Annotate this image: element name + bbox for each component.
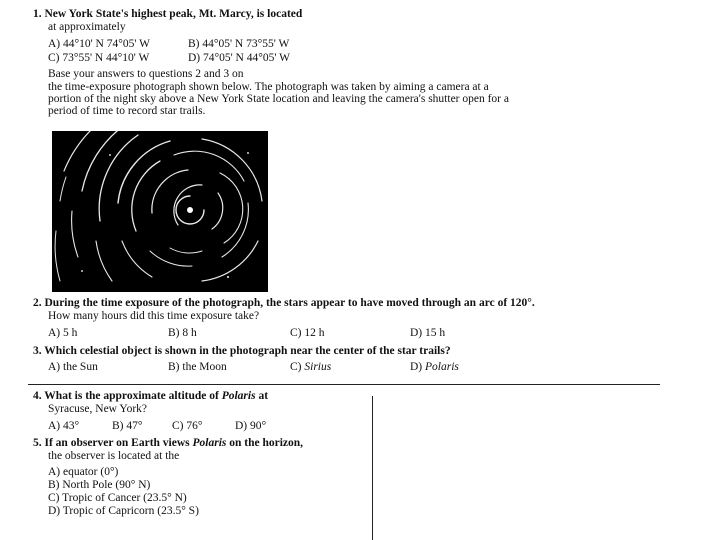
q1-option-c: C) 73°55' N 44°10' W xyxy=(48,52,150,64)
intro-text-3: portion of the night sky above a New York State location and leaving the camera's shutter open for a xyxy=(48,93,509,105)
q4-option-c: C) 76° xyxy=(172,420,203,432)
star-trails-photograph xyxy=(52,131,268,292)
q1-option-a: A) 44°10' N 74°05' W xyxy=(48,38,150,50)
q4-option-d: D) 90° xyxy=(235,420,267,432)
intro-text-1: Base your answers to questions 2 and 3 on xyxy=(48,68,244,80)
question-1-text-cont: at approximately xyxy=(48,21,126,33)
q1-option-b: B) 44°05' N 73°55' W xyxy=(188,38,290,50)
star-trails-image xyxy=(52,131,268,292)
question-2-text-cont: How many hours did this time exposure take? xyxy=(48,310,260,322)
q3-option-b: B) the Moon xyxy=(168,361,227,373)
q5-option-b: B) North Pole (90° N) xyxy=(48,479,151,491)
q3-option-c: C) Sirius xyxy=(290,361,332,373)
question-4-text: 4. What is the approximate altitude of Polaris at xyxy=(33,390,269,402)
q5-option-c: C) Tropic of Cancer (23.5° N) xyxy=(48,492,187,504)
q1-option-d: D) 74°05' N 44°05' W xyxy=(188,52,290,64)
question-5-text: 5. If an observer on Earth views Polaris on the horizon, xyxy=(33,437,304,449)
question-3-text: 3. Which celestial object is shown in the photograph near the center of the star trails? xyxy=(33,345,451,357)
q2-option-d: D) 15 h xyxy=(410,327,446,339)
horizontal-divider xyxy=(28,384,660,385)
q2-option-c: C) 12 h xyxy=(290,327,325,339)
vertical-divider xyxy=(372,396,373,540)
q5-option-a: A) equator (0°) xyxy=(48,466,119,478)
q3-option-d: D) Polaris xyxy=(410,361,459,373)
q5-option-d: D) Tropic of Capricorn (23.5° S) xyxy=(48,505,199,517)
intro-text-2: the time-exposure photograph shown below. The photograph was taken by aiming a camera at a xyxy=(48,81,489,93)
q3-option-d-italic: Polaris xyxy=(425,361,459,373)
q3-option-c-italic: Sirius xyxy=(304,361,332,373)
intro-text-4: period of time to record star trails. xyxy=(48,105,206,117)
q2-option-a: A) 5 h xyxy=(48,327,78,339)
q2-option-b: B) 8 h xyxy=(168,327,197,339)
question-4-text-cont: Syracuse, New York? xyxy=(48,403,148,415)
question-1-text: 1. New York State's highest peak, Mt. Marcy, is located xyxy=(33,8,303,20)
question-2-text: 2. During the time exposure of the photograph, the stars appear to have moved through an arc of 120°. xyxy=(33,297,535,309)
q3-option-a: A) the Sun xyxy=(48,361,98,373)
q4-option-b: B) 47° xyxy=(112,420,143,432)
question-5-text-cont: the observer is located at the xyxy=(48,450,180,462)
q4-option-a: A) 43° xyxy=(48,420,80,432)
